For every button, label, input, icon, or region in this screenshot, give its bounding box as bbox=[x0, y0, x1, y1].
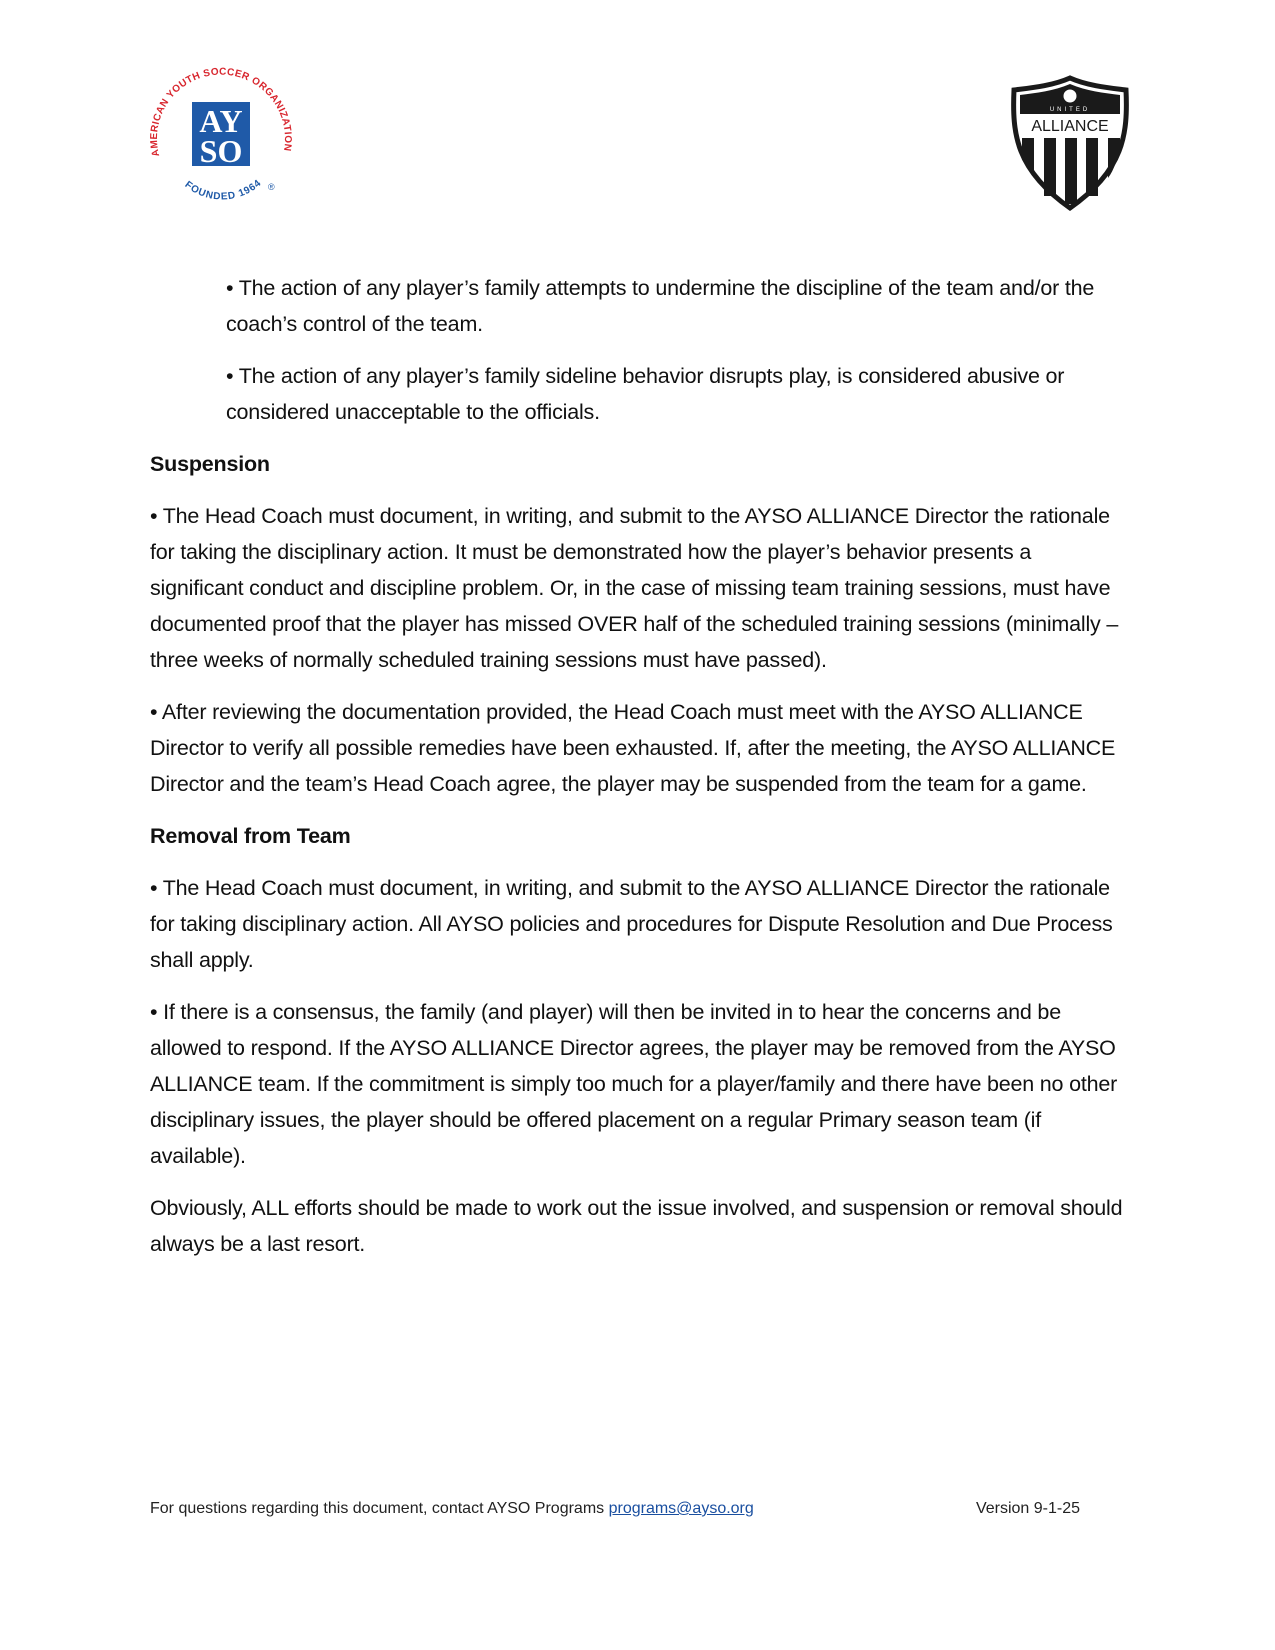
page-footer bbox=[150, 1500, 1080, 1518]
alliance-crest-logo bbox=[1008, 74, 1132, 212]
ayso-ring-top-text: AMERICAN YOUTH SOCCER ORGANIZATION bbox=[148, 66, 294, 158]
removal-paragraph: • The Head Coach must document, in writing, and submit to the AYSO ALLIANCE Director the rationale for taking disciplinary action. All AYSO policies and procedures for Dispute Resolution and Due Process shall apply. bbox=[150, 876, 1113, 972]
email-link[interactable]: programs@ayso.org bbox=[608, 1500, 754, 1517]
intro-bullet: • The action of any player’s family sideline behavior disrupts play, is considered abusive or considered unacceptable to the officials. bbox=[226, 364, 1065, 424]
section-heading-suspension: Suspension bbox=[150, 452, 270, 476]
crest-title: ALLIANCE bbox=[1031, 118, 1109, 135]
closing-paragraph: Obviously, ALL efforts should be made to work out the issue involved, and suspension or removal should always be a last resort. bbox=[150, 1196, 1123, 1256]
intro-bullet: • The action of any player’s family attempts to undermine the discipline of the team and/or the coach’s control of the team. bbox=[226, 276, 1095, 336]
footer-contact-text: For questions regarding this document, contact AYSO Programs bbox=[150, 1500, 609, 1517]
crest-subtitle: UNITED bbox=[1049, 107, 1091, 113]
ayso-letters-top: AY bbox=[199, 103, 243, 139]
version-label: Version 9-1-25 bbox=[975, 1500, 1080, 1517]
ayso-logo bbox=[146, 62, 296, 212]
crest-emblem-icon bbox=[1063, 89, 1077, 103]
footer-contact bbox=[150, 1500, 754, 1518]
ayso-ring-bottom-text: FOUNDED 1964 bbox=[182, 177, 264, 203]
ayso-ring-bottom bbox=[183, 178, 264, 203]
section-heading-removal: Removal from Team bbox=[150, 824, 351, 848]
removal-paragraph: • If there is a consensus, the family (and player) will then be invited in to hear the concerns and be allowed to respond. If the AYSO ALLIANCE Director agrees, the player may be removed from the AYSO ALLIANCE team. If the commitment is simply too much for a player/family and there have been no other disciplinary issues, the player should be offered placement on a regular Primary season team (if available). bbox=[150, 1000, 1118, 1168]
registered-mark: ® bbox=[268, 182, 275, 192]
suspension-paragraph: • The Head Coach must document, in writing, and submit to the AYSO ALLIANCE Director the rationale for taking the disciplinary action. It must be demonstrated how the player’s behavior presents a significant conduct and discipline problem. Or, in the case of missing team training sessions, must have documented proof that the player has missed OVER half of the scheduled training sessions (minimally – three weeks of normally scheduled training sessions must have passed). bbox=[150, 504, 1119, 672]
suspension-paragraph: • After reviewing the documentation provided, the Head Coach must meet with the AYSO ALLIANCE Director to verify all possible remedies have been exhausted. If, after the meeting, the AYSO ALLIANCE Director and the team’s Head Coach agree, the player may be suspended from the team for a game. bbox=[150, 700, 1116, 796]
ayso-letters-bottom: SO bbox=[199, 133, 243, 169]
document-body bbox=[150, 270, 1130, 1278]
